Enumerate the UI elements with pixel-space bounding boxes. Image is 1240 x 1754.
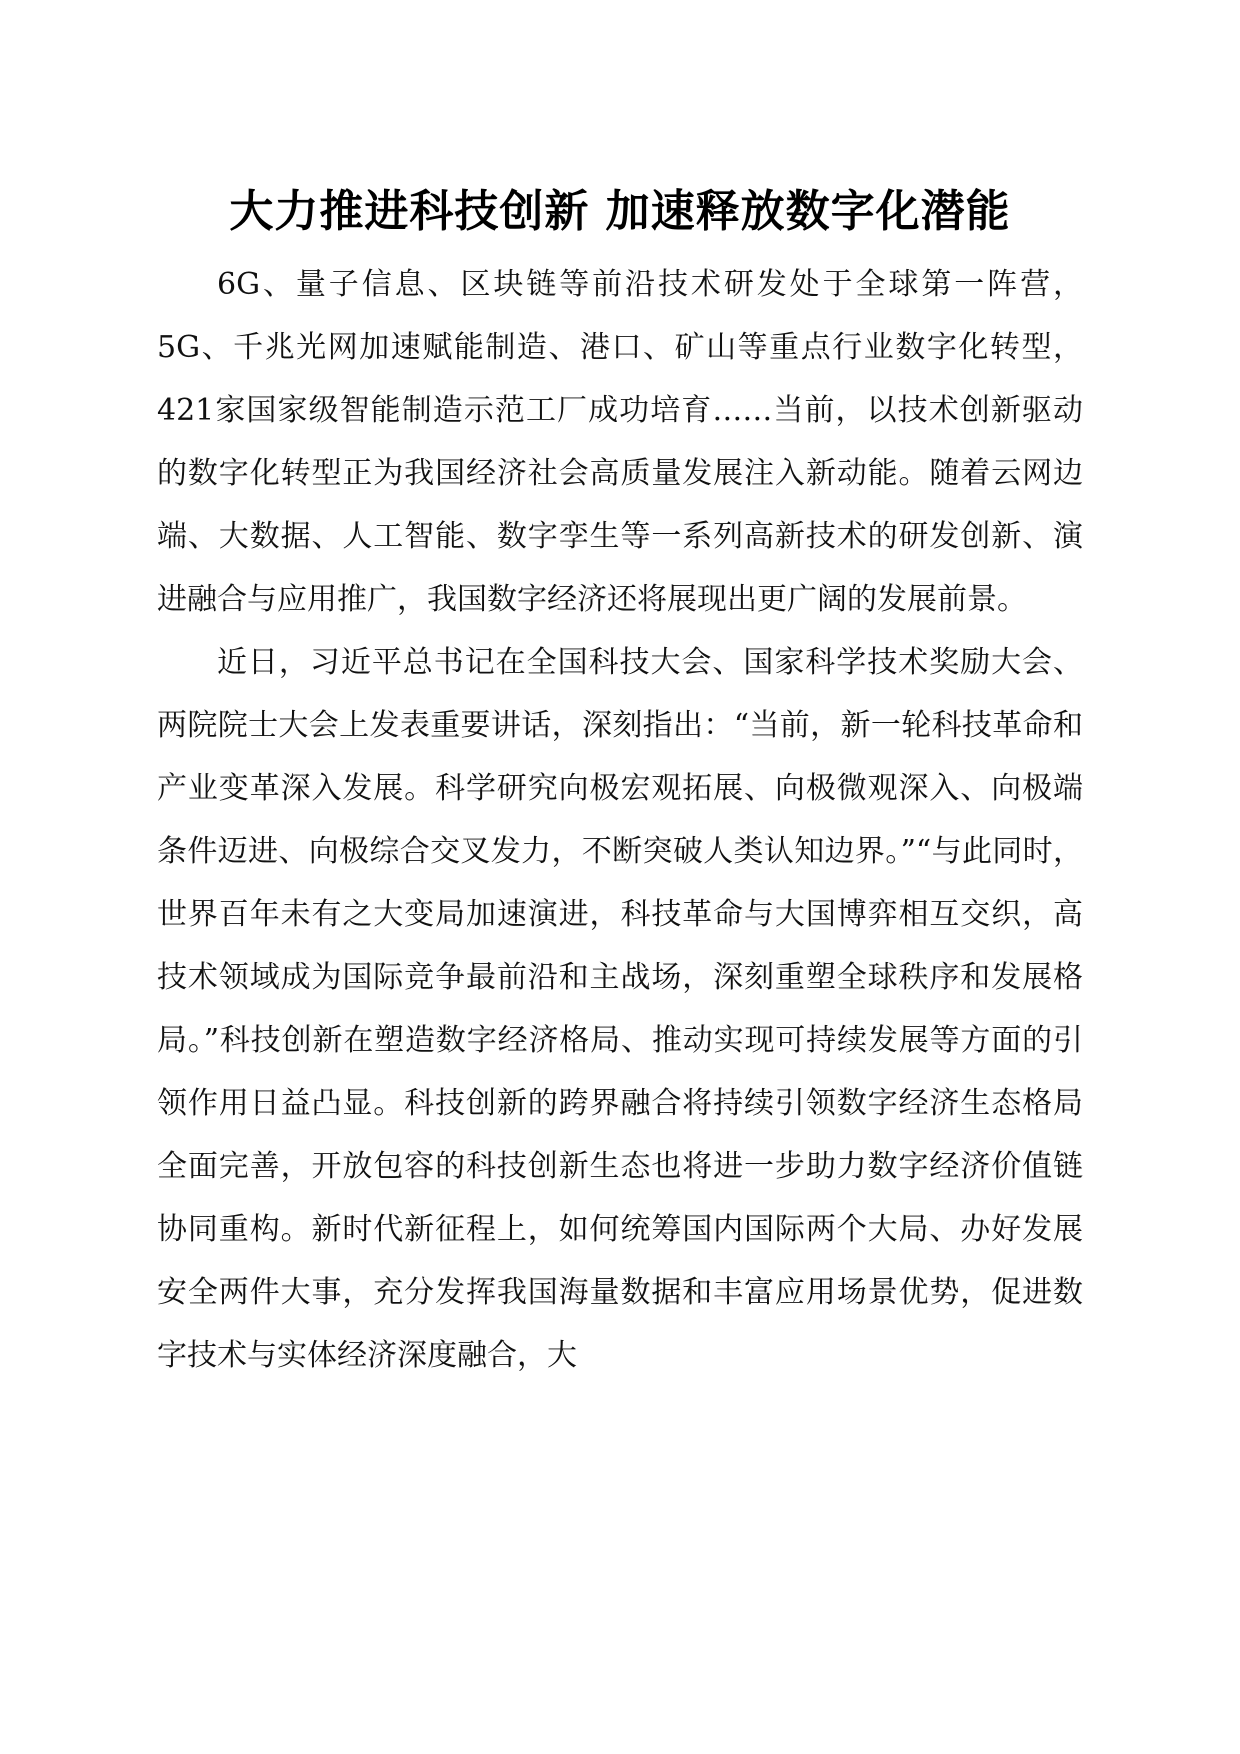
document-body: [157, 253, 1083, 1387]
paragraph-2: 近日，习近平总书记在全国科技大会、国家科学技术奖励大会、两院院士大会上发表重要讲话，深刻指出：“当前，新一轮科技革命和产业变革深入发展。科学研究向极宏观拓展、向极微观深入、向极端条件迈进、向极综合交叉发力，不断突破人类认知边界。”“与此同时，世界百年未有之大变局加速演进，科技革命与大国博弈相互交织，高技术领域成为国际竞争最前沿和主战场，深刻重塑全球秩序和发展格局。”科技创新在塑造数字经济格局、推动实现可持续发展等方面的引领作用日益凸显。科技创新的跨界融合将持续引领数字经济生态格局全面完善，开放包容的科技创新生态也将进一步助力数字经济价值链协同重构。新时代新征程上，如何统筹国内国际两个大局、办好发展安全两件大事，充分发挥我国海量数据和丰富应用场景优势，促进数字技术与实体经济深度融合，大: [157, 645, 1083, 1373]
document-title: 大力推进科技创新 加速释放数字化潜能: [229, 186, 1011, 237]
paragraph-1: 6G、量子信息、区块链等前沿技术研发处于全球第一阵营，5G、千兆光网加速赋能制造、港口、矿山等重点行业数字化转型，421家国家级智能制造示范工厂成功培育……当前，以技术创新驱动的数字化转型正为我国经济社会高质量发展注入新动能。随着云网边端、大数据、人工智能、数字孪生等一系列高新技术的研发创新、演进融合与应用推广，我国数字经济还将展现出更广阔的发展前景。: [157, 267, 1083, 617]
